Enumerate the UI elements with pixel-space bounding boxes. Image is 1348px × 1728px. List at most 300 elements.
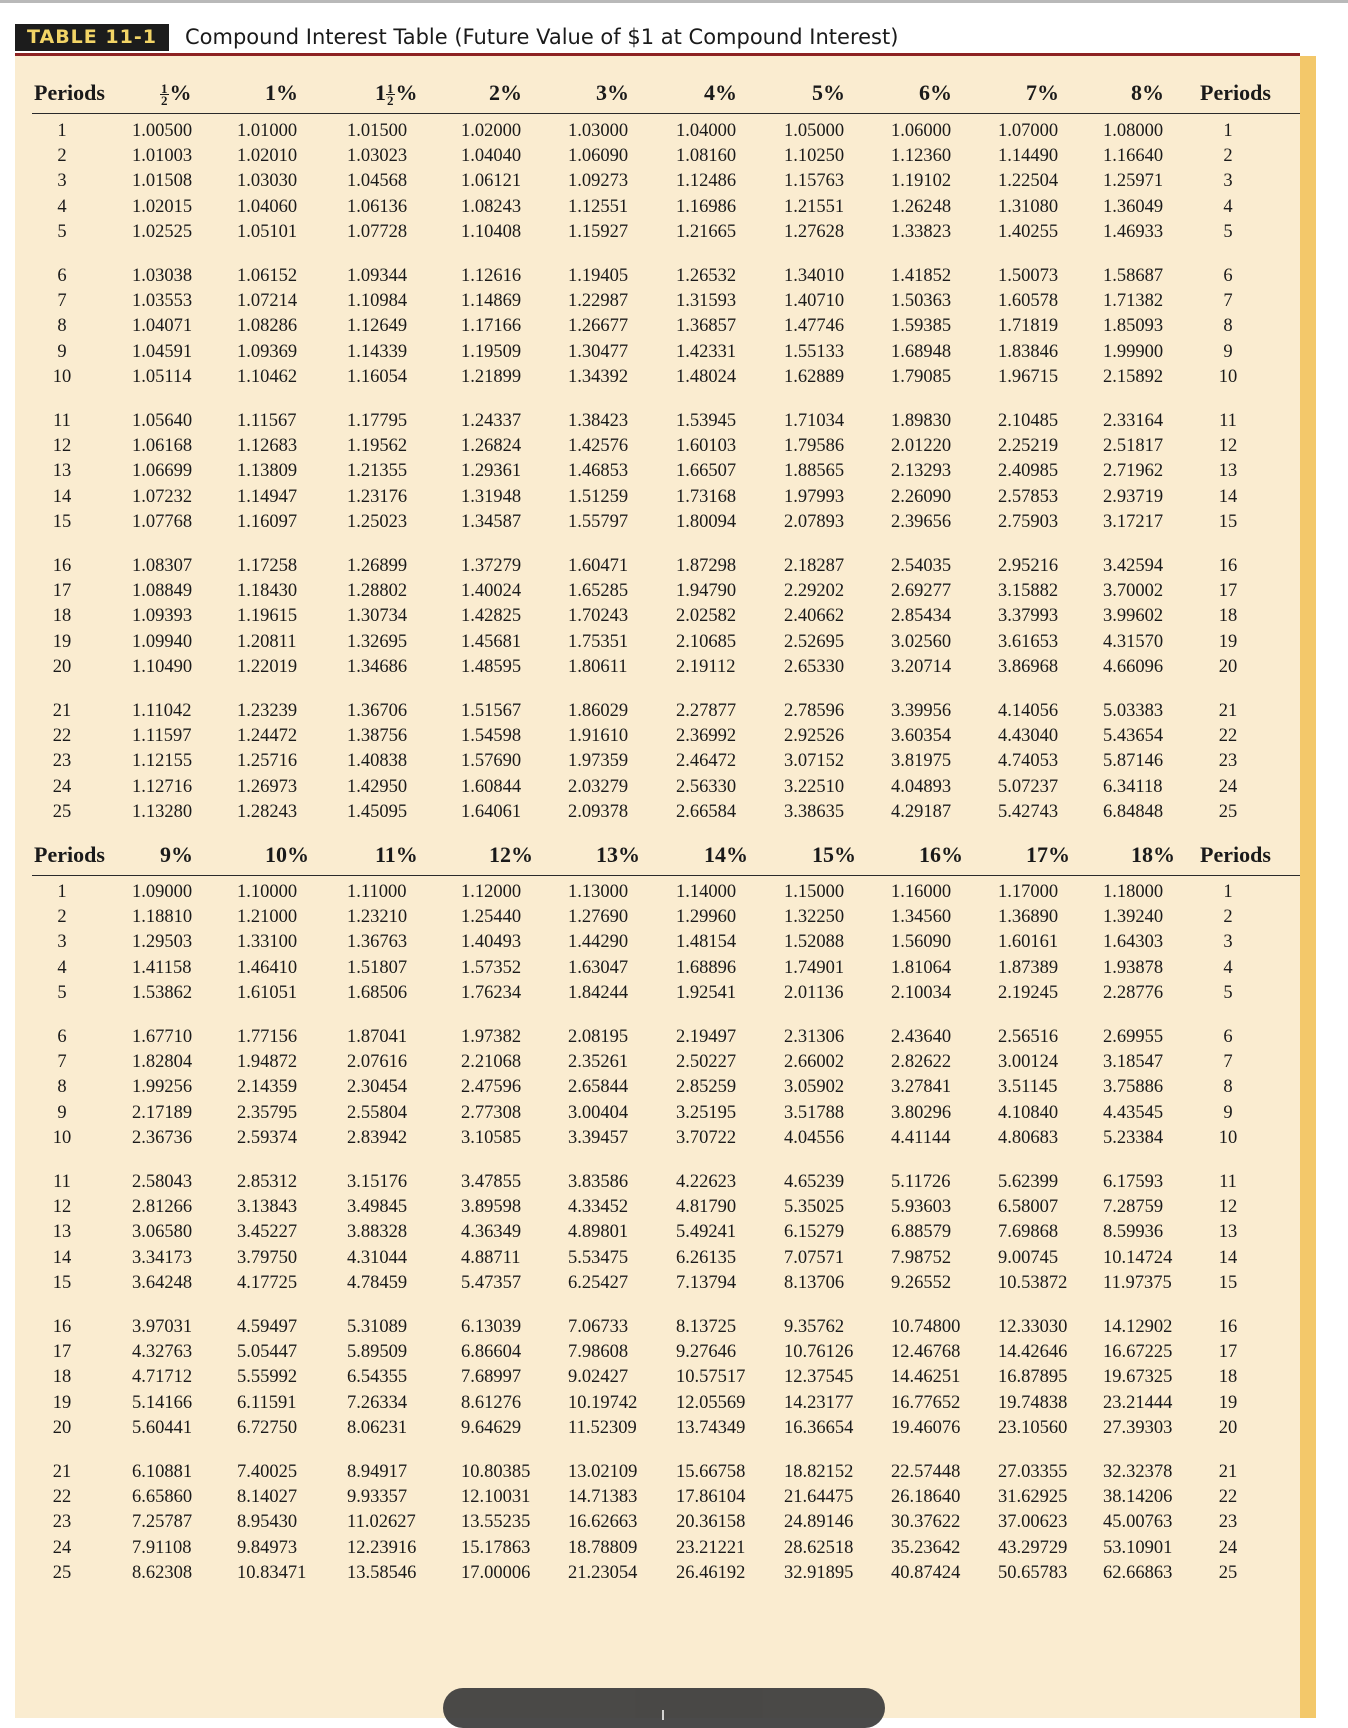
factor-cell: 1.13000: [568, 882, 629, 902]
rate-column-header: 1 $\frac{1}{2}$ %: [375, 80, 418, 109]
period-cell: 17: [1218, 581, 1238, 602]
factor-cell: 3.99602: [1103, 606, 1164, 627]
factor-cell: 6.65860: [132, 1487, 193, 1508]
factor-cell: 1.81064: [891, 957, 952, 978]
period-cell: 9: [57, 1102, 67, 1123]
factor-cell: 1.08307: [132, 556, 193, 576]
factor-cell: 1.68896: [676, 957, 737, 978]
factor-cell: 13.55235: [461, 1512, 531, 1533]
period-cell: 3: [57, 171, 67, 192]
factor-cell: 1.08160: [676, 146, 737, 167]
factor-cell: 2.50227: [676, 1052, 737, 1073]
factor-cell: 1.50363: [891, 291, 952, 312]
factor-cell: 4.41144: [891, 1127, 951, 1148]
factor-cell: 1.07000: [998, 121, 1059, 141]
factor-cell: 6.54355: [347, 1367, 408, 1388]
factor-cell: 8.14027: [237, 1487, 298, 1508]
factor-cell: 6.88579: [891, 1222, 952, 1243]
factor-cell: 1.31080: [998, 196, 1059, 217]
factor-cell: 1.46933: [1103, 221, 1164, 242]
period-cell: 10: [52, 366, 72, 387]
factor-cell: 4.89801: [568, 1222, 629, 1243]
factor-cell: 4.31570: [1103, 631, 1164, 652]
factor-cell: 1.28802: [347, 581, 408, 602]
period-cell: 2: [57, 907, 67, 928]
factor-cell: 10.80385: [461, 1462, 531, 1482]
factor-cell: 4.43545: [1103, 1102, 1164, 1123]
period-cell: 1: [57, 121, 67, 141]
period-cell: 20: [1218, 1417, 1238, 1438]
factor-cell: 12.37545: [784, 1367, 854, 1388]
period-cell: 18: [1218, 606, 1238, 627]
factor-cell: 2.51817: [1103, 436, 1164, 457]
factor-cell: 1.21665: [676, 221, 737, 242]
period-cell: 6: [1223, 1027, 1233, 1047]
factor-cell: 1.26532: [676, 266, 737, 286]
period-cell: 1: [57, 882, 67, 902]
period-cell: 23: [52, 751, 72, 772]
factor-cell: 7.68997: [461, 1367, 522, 1388]
period-cell: 5: [57, 982, 67, 1003]
factor-cell: 1.80094: [676, 511, 737, 532]
factor-cell: 1.34392: [568, 366, 629, 387]
factor-cell: 9.00745: [998, 1247, 1059, 1268]
factor-cell: 17.86104: [676, 1487, 746, 1508]
factor-cell: 1.30734: [347, 606, 408, 627]
period-cell: 23: [52, 1512, 72, 1533]
factor-cell: 1.58687: [1103, 266, 1164, 286]
factor-cell: 4.88711: [461, 1247, 521, 1268]
factor-cell: 4.32763: [132, 1342, 193, 1363]
factor-cell: 1.01000: [237, 121, 298, 141]
factor-cell: 10.76126: [784, 1342, 854, 1363]
factor-cell: 2.66002: [784, 1052, 845, 1073]
factor-cell: 1.62889: [784, 366, 845, 387]
factor-cell: 1.11000: [347, 882, 407, 902]
factor-cell: 1.38756: [347, 726, 408, 747]
factor-cell: 1.26973: [237, 776, 298, 797]
factor-cell: 1.59385: [891, 316, 952, 337]
rate-column-header: 10%: [265, 842, 309, 867]
factor-cell: 7.98752: [891, 1247, 952, 1268]
period-cell: 13: [52, 461, 72, 482]
factor-cell: 3.81975: [891, 751, 952, 772]
factor-cell: 3.17217: [1103, 511, 1164, 532]
factor-cell: 1.27690: [568, 907, 629, 928]
factor-cell: 20.36158: [676, 1512, 746, 1533]
factor-cell: 3.07152: [784, 751, 845, 772]
factor-cell: 1.09000: [132, 882, 193, 902]
factor-cell: 23.21221: [676, 1537, 746, 1558]
factor-cell: 5.53475: [568, 1247, 629, 1268]
factor-cell: 11.97375: [1103, 1272, 1172, 1293]
factor-cell: 17.00006: [461, 1562, 531, 1583]
factor-cell: 5.42743: [998, 801, 1059, 822]
factor-cell: 26.18640: [891, 1487, 961, 1508]
factor-cell: 7.28759: [1103, 1197, 1164, 1218]
factor-cell: 3.02560: [891, 631, 952, 652]
factor-cell: 1.23210: [347, 907, 408, 928]
factor-cell: 4.81790: [676, 1197, 737, 1218]
factor-cell: 7.06733: [568, 1317, 629, 1337]
factor-cell: 1.06152: [237, 266, 298, 286]
period-cell: 3: [1223, 171, 1233, 192]
factor-cell: 1.24472: [237, 726, 298, 747]
factor-cell: 1.19102: [891, 171, 952, 192]
factor-cell: 1.71819: [998, 316, 1059, 337]
period-cell: 25: [1218, 1562, 1238, 1583]
factor-cell: 2.19497: [676, 1027, 737, 1047]
factor-cell: 1.14339: [347, 341, 408, 362]
factor-cell: 1.51567: [461, 701, 522, 721]
factor-cell: 2.09378: [568, 801, 629, 822]
factor-cell: 1.04071: [132, 316, 193, 337]
factor-cell: 1.12616: [461, 266, 522, 286]
period-cell: 17: [52, 581, 72, 602]
period-cell: 10: [1218, 366, 1238, 387]
period-cell: 12: [52, 1197, 72, 1218]
table-header: [15, 22, 1300, 52]
factor-cell: 1.04591: [132, 341, 193, 362]
factor-cell: 1.71034: [784, 411, 845, 431]
factor-cell: 1.25440: [461, 907, 522, 928]
factor-cell: 16.36654: [784, 1417, 854, 1438]
factor-cell: 1.12649: [347, 316, 408, 337]
period-cell: 10: [1218, 1127, 1238, 1148]
factor-cell: 10.83471: [237, 1562, 307, 1583]
factor-cell: 3.34173: [132, 1247, 193, 1268]
factor-cell: 1.32250: [784, 907, 845, 928]
period-cell: 15: [52, 1272, 72, 1293]
factor-cell: 7.91108: [132, 1537, 192, 1558]
factor-cell: 2.82622: [891, 1052, 952, 1073]
period-cell: 11: [53, 1172, 71, 1192]
factor-cell: 2.36736: [132, 1127, 193, 1148]
factor-cell: 3.97031: [132, 1317, 193, 1337]
period-cell: 16: [1218, 1317, 1238, 1337]
factor-cell: 3.15176: [347, 1172, 408, 1192]
period-cell: 18: [1218, 1367, 1238, 1388]
factor-cell: 37.00623: [998, 1512, 1068, 1533]
factor-cell: 3.13843: [237, 1197, 298, 1218]
periods-header: Periods: [34, 842, 105, 867]
factor-cell: 3.42594: [1103, 556, 1164, 576]
factor-cell: 16.87895: [998, 1367, 1068, 1388]
factor-cell: 1.06136: [347, 196, 408, 217]
factor-cell: 4.31044: [347, 1247, 408, 1268]
factor-cell: 1.96715: [998, 366, 1059, 387]
factor-cell: 6.86604: [461, 1342, 522, 1363]
factor-cell: 1.07214: [237, 291, 298, 312]
factor-cell: 1.68948: [891, 341, 952, 362]
factor-cell: 1.10000: [237, 882, 298, 902]
factor-cell: 1.15763: [784, 171, 845, 192]
period-cell: 10: [52, 1127, 72, 1148]
factor-cell: 1.02010: [237, 146, 298, 167]
factor-cell: 1.21551: [784, 196, 845, 217]
period-cell: 13: [1218, 461, 1238, 482]
rate-column-header: 3%: [596, 80, 629, 105]
factor-cell: 6.15279: [784, 1222, 845, 1243]
factor-cell: 3.64248: [132, 1272, 193, 1293]
factor-cell: 1.33823: [891, 221, 952, 242]
factor-cell: 1.97382: [461, 1027, 522, 1047]
scroll-indicator-handle[interactable]: [662, 1710, 664, 1720]
factor-cell: 6.11591: [237, 1392, 297, 1413]
period-cell: 8: [1223, 1077, 1233, 1098]
periods-header: Periods: [1200, 80, 1271, 105]
factor-cell: 2.57853: [998, 486, 1059, 507]
rate-column-header: 18%: [1131, 842, 1175, 867]
factor-cell: 1.12716: [132, 776, 193, 797]
factor-cell: 1.44290: [568, 932, 629, 953]
factor-cell: 1.19562: [347, 436, 408, 457]
factor-cell: 3.75886: [1103, 1077, 1164, 1098]
factor-cell: 1.23176: [347, 486, 408, 507]
factor-cell: 1.12486: [676, 171, 737, 192]
factor-cell: 13.74349: [676, 1417, 746, 1438]
period-cell: 18: [52, 606, 72, 627]
period-cell: 7: [57, 1052, 67, 1073]
factor-cell: 2.56516: [998, 1027, 1059, 1047]
factor-cell: 9.02427: [568, 1367, 629, 1388]
factor-cell: 1.75351: [568, 631, 629, 652]
period-cell: 25: [1218, 801, 1238, 822]
factor-cell: 1.82804: [132, 1052, 193, 1073]
factor-cell: 1.29361: [461, 461, 522, 482]
period-cell: 5: [1223, 982, 1233, 1003]
factor-cell: 3.88328: [347, 1222, 408, 1243]
factor-cell: 1.16986: [676, 196, 737, 217]
factor-cell: 1.04060: [237, 196, 298, 217]
factor-cell: 1.47746: [784, 316, 845, 337]
factor-cell: 16.67225: [1103, 1342, 1173, 1363]
factor-cell: 2.35261: [568, 1052, 629, 1073]
factor-cell: 1.11597: [132, 726, 192, 747]
factor-cell: 1.26899: [347, 556, 408, 576]
factor-cell: 5.07237: [998, 776, 1059, 797]
factor-cell: 1.40710: [784, 291, 845, 312]
factor-cell: 6.72750: [237, 1417, 298, 1438]
factor-cell: 3.06580: [132, 1222, 193, 1243]
period-cell: 22: [1218, 1487, 1238, 1508]
factor-cell: 7.98608: [568, 1342, 629, 1363]
factor-cell: 5.43654: [1103, 726, 1164, 747]
factor-cell: 1.84244: [568, 982, 629, 1003]
factor-cell: 9.35762: [784, 1317, 845, 1337]
factor-cell: 2.28776: [1103, 982, 1164, 1003]
factor-cell: 1.05000: [784, 121, 845, 141]
factor-cell: 1.40493: [461, 932, 522, 953]
factor-cell: 1.10408: [461, 221, 522, 242]
factor-cell: 4.78459: [347, 1272, 408, 1293]
period-cell: 21: [1218, 1462, 1238, 1482]
factor-cell: 1.39240: [1103, 907, 1164, 928]
factor-cell: 11.02627: [347, 1512, 416, 1533]
factor-cell: 1.16097: [237, 511, 298, 532]
factor-cell: 1.15927: [568, 221, 629, 242]
factor-cell: 1.08849: [132, 581, 193, 602]
factor-cell: 3.49845: [347, 1197, 408, 1218]
factor-cell: 2.01220: [891, 436, 952, 457]
factor-cell: 2.71962: [1103, 461, 1164, 482]
factor-cell: 2.10485: [998, 411, 1059, 431]
period-cell: 22: [52, 1487, 72, 1508]
factor-cell: 1.42576: [568, 436, 629, 457]
period-cell: 20: [52, 656, 72, 677]
factor-cell: 1.64303: [1103, 932, 1164, 953]
period-cell: 18: [52, 1367, 72, 1388]
factor-cell: 5.60441: [132, 1417, 193, 1438]
factor-cell: 1.16640: [1103, 146, 1164, 167]
factor-cell: 62.66863: [1103, 1562, 1173, 1583]
factor-cell: 5.35025: [784, 1197, 845, 1218]
factor-cell: 4.66096: [1103, 656, 1164, 677]
factor-cell: 1.15000: [784, 882, 845, 902]
period-cell: 8: [57, 316, 67, 337]
factor-cell: 1.40024: [461, 581, 522, 602]
factor-cell: 31.62925: [998, 1487, 1068, 1508]
factor-cell: 27.03355: [998, 1462, 1068, 1482]
factor-cell: 1.04040: [461, 146, 522, 167]
factor-cell: 7.13794: [676, 1272, 737, 1293]
factor-cell: 2.15892: [1103, 366, 1164, 387]
period-cell: 22: [1218, 726, 1238, 747]
period-cell: 2: [57, 146, 67, 167]
period-cell: 12: [1218, 1197, 1238, 1218]
factor-cell: 9.64629: [461, 1417, 522, 1438]
factor-cell: 1.24337: [461, 411, 522, 431]
factor-cell: 1.77156: [237, 1027, 298, 1047]
rate-column-header: 12%: [489, 842, 533, 867]
factor-cell: 1.83846: [998, 341, 1059, 362]
factor-cell: 1.06090: [568, 146, 629, 167]
scroll-indicator-bar[interactable]: [443, 1688, 885, 1728]
factor-cell: 2.14359: [237, 1077, 298, 1098]
periods-header: Periods: [1200, 842, 1271, 867]
factor-cell: 1.31948: [461, 486, 522, 507]
period-cell: 14: [52, 486, 72, 507]
factor-cell: 14.23177: [784, 1392, 854, 1413]
period-cell: 19: [1218, 631, 1238, 652]
period-cell: 15: [52, 511, 72, 532]
factor-cell: 5.89509: [347, 1342, 408, 1363]
factor-cell: 1.03038: [132, 266, 193, 286]
factor-cell: 6.58007: [998, 1197, 1059, 1218]
factor-cell: 1.08243: [461, 196, 522, 217]
factor-cell: 2.02582: [676, 606, 737, 627]
factor-cell: 12.46768: [891, 1342, 961, 1363]
factor-cell: 1.57352: [461, 957, 522, 978]
factor-cell: 16.62663: [568, 1512, 638, 1533]
factor-cell: 2.39656: [891, 511, 952, 532]
factor-cell: 8.94917: [347, 1462, 408, 1482]
factor-cell: 1.33100: [237, 932, 298, 953]
factor-cell: 18.82152: [784, 1462, 854, 1482]
factor-cell: 1.22987: [568, 291, 629, 312]
factor-cell: 2.47596: [461, 1077, 522, 1098]
period-cell: 14: [52, 1247, 72, 1268]
factor-cell: 5.93603: [891, 1197, 952, 1218]
period-cell: 1: [1223, 121, 1233, 141]
factor-cell: 2.10034: [891, 982, 952, 1003]
factor-cell: 1.12000: [461, 882, 522, 902]
period-cell: 5: [1223, 221, 1233, 242]
rate-column-header: 1%: [265, 80, 298, 105]
factor-cell: 1.05101: [237, 221, 298, 242]
period-cell: 24: [52, 776, 72, 797]
factor-cell: 1.60471: [568, 556, 629, 576]
factor-cell: 1.48154: [676, 932, 737, 953]
factor-cell: 1.10984: [347, 291, 408, 312]
factor-cell: 1.79586: [784, 436, 845, 457]
factor-cell: 8.13725: [676, 1317, 737, 1337]
period-cell: 1: [1223, 882, 1233, 902]
period-cell: 20: [52, 1417, 72, 1438]
factor-cell: 1.01003: [132, 146, 193, 167]
factor-cell: 3.38635: [784, 801, 845, 822]
factor-cell: 1.53945: [676, 411, 737, 431]
factor-cell: 6.10881: [132, 1462, 193, 1482]
factor-cell: 1.25023: [347, 511, 408, 532]
factor-cell: 23.10560: [998, 1417, 1068, 1438]
period-cell: 23: [1218, 751, 1238, 772]
factor-cell: 1.67710: [132, 1027, 193, 1047]
factor-cell: 3.37993: [998, 606, 1059, 627]
factor-cell: 3.10585: [461, 1127, 522, 1148]
period-cell: 25: [52, 1562, 72, 1583]
factor-cell: 2.65330: [784, 656, 845, 677]
period-cell: 12: [52, 436, 72, 457]
factor-cell: 1.14490: [998, 146, 1059, 167]
factor-cell: 19.74838: [998, 1392, 1068, 1413]
factor-cell: 1.21000: [237, 907, 298, 928]
table-number-tag: TABLE 11-1: [15, 24, 169, 51]
factor-cell: 1.05114: [132, 366, 192, 387]
factor-cell: 4.29187: [891, 801, 952, 822]
factor-cell: 1.89830: [891, 411, 952, 431]
factor-cell: 2.40662: [784, 606, 845, 627]
factor-cell: 1.04000: [676, 121, 737, 141]
factor-cell: 1.20811: [237, 631, 297, 652]
factor-cell: 1.36706: [347, 701, 408, 721]
factor-cell: 1.01508: [132, 171, 193, 192]
factor-cell: 1.34587: [461, 511, 522, 532]
factor-cell: 1.07728: [347, 221, 408, 242]
factor-cell: 13.58546: [347, 1562, 417, 1583]
factor-cell: 1.91610: [568, 726, 629, 747]
factor-cell: 1.22504: [998, 171, 1059, 192]
factor-cell: 1.66507: [676, 461, 737, 482]
factor-cell: 1.25971: [1103, 171, 1164, 192]
factor-cell: 10.14724: [1103, 1247, 1173, 1268]
factor-cell: 21.23054: [568, 1562, 638, 1583]
factor-cell: 1.99256: [132, 1077, 193, 1098]
factor-cell: 2.29202: [784, 581, 845, 602]
factor-cell: 2.03279: [568, 776, 629, 797]
factor-cell: 23.21444: [1103, 1392, 1173, 1413]
factor-cell: 11.52309: [568, 1417, 637, 1438]
factor-cell: 10.57517: [676, 1367, 746, 1388]
period-cell: 9: [57, 341, 67, 362]
factor-cell: 1.16054: [347, 366, 408, 387]
period-cell: 2: [1223, 907, 1233, 928]
factor-cell: 1.71382: [1103, 291, 1164, 312]
factor-cell: 1.03030: [237, 171, 298, 192]
factor-cell: 3.25195: [676, 1102, 737, 1123]
factor-cell: 4.22623: [676, 1172, 737, 1192]
factor-cell: 2.18287: [784, 556, 845, 576]
